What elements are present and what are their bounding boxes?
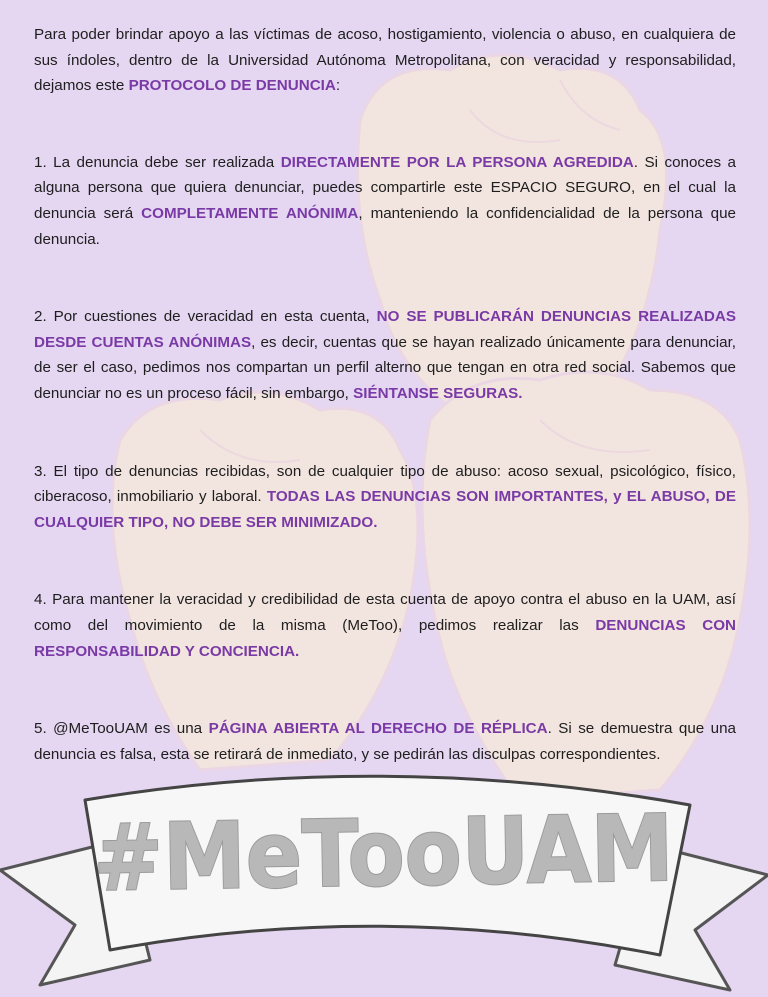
item-5-highlight-b: PÁGINA ABIERTA AL DERECHO DE RÉPLICA [208,720,548,738]
item-1-text-c: . Si conoces a alguna persona que quiera denunciar, puedes compartirle este ESPACIO SEGURO, en el cual la denuncia será [34,153,736,222]
item-2-text-c: , es decir, cuentas que se hayan realizado únicamente para denunciar, de ser el caso, pedimos nos compartan un perfil alterno que tengan en otra red social. Sabemos que denunciar no es un proceso fácil, sin embargo, [34,333,737,402]
item-1-text-a: 1. La denuncia debe ser realizada [34,153,281,171]
item-2-highlight-d: SIÉNTANSE SEGURAS. [353,384,523,402]
item-2-highlight-b: NO SE PUBLICARÁN DENUNCIAS REALIZADAS DESDE CUENTAS ANÓNIMAS [34,308,736,351]
protocol-text [34,22,736,767]
intro-highlight: PROTOCOLO DE DENUNCIA [128,77,336,95]
item-1-highlight-b: DIRECTAMENTE POR LA PERSONA AGREDIDA [280,153,634,171]
intro-end: : [335,77,341,95]
item-5-text-c: . Si se demuestra que una denuncia es falsa, esta se retirará de inmediato, y se pedirán las disculpas correspondientes. [34,720,736,763]
item-1-text-e: , manteniendo la confidencialidad de la persona que denuncia. [34,204,736,248]
intro-text: Para poder brindar apoyo a las víctimas de acoso, hostigamiento, violencia o abuso, en cualquiera de sus índoles, dentro de la Universidad Autónoma Metropolitana, con veracidad y responsabilidad, dejamos este [34,26,736,95]
item-3-text-a: 3. El tipo de denuncias recibidas, son de cualquier tipo de abuso: acoso sexual, psicológico, físico, ciberacoso, inmobiliario y laboral. [34,462,736,506]
protocol-item-3 [34,459,736,536]
metoo-ribbon-banner [0,760,768,997]
item-1-highlight-d: COMPLETAMENTE ANÓNIMA [141,204,359,222]
item-3-highlight-b: TODAS LAS DENUNCIAS SON IMPORTANTES, y EL ABUSO, DE CUALQUIER TIPO, NO DEBE SER MINIMIZADO. [34,488,737,531]
item-4-text-a: 4. Para mantener la veracidad y credibilidad de esta cuenta de apoyo contra el abuso en la UAM, así como del movimiento de la misma (MeToo), pedimos realizar las [34,591,736,634]
item-4-highlight-b: DENUNCIAS CON RESPONSABILIDAD Y CONCIENCIA. [34,616,736,660]
banner-hashtag: #MeTooUAM [92,793,737,913]
protocol-item-2 [34,304,736,406]
protocol-item-4 [34,587,736,664]
item-5-text-a: 5. @MeTooUAM es una [34,720,209,738]
intro-paragraph [34,22,736,99]
protocol-item-1 [34,150,736,252]
item-2-text-a: 2. Por cuestiones de veracidad en esta cuenta, [34,308,377,326]
